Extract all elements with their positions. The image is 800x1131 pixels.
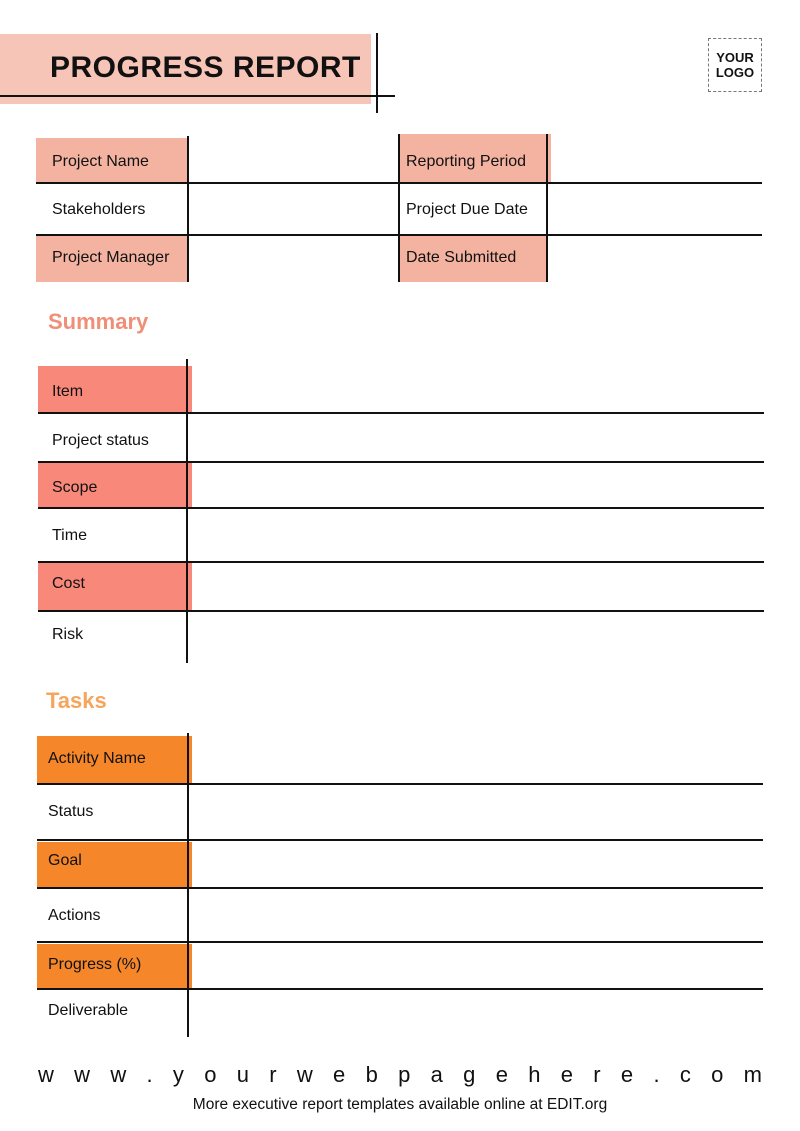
stakeholders-label: Stakeholders <box>52 201 146 218</box>
footer-url-char: w <box>110 1062 127 1087</box>
footer-url-char: g <box>463 1062 476 1087</box>
footer-url-char: r <box>593 1062 601 1087</box>
summary-row-cost: Cost <box>52 575 85 592</box>
summary-line-4 <box>38 561 764 563</box>
footer-url-char: w <box>296 1062 313 1087</box>
title-underline <box>0 95 395 97</box>
title-divider <box>376 33 378 113</box>
summary-line-3 <box>38 507 764 509</box>
tasks-heading: Tasks <box>46 688 107 713</box>
page-title: PROGRESS REPORT <box>50 51 361 84</box>
date-submitted-label: Date Submitted <box>406 249 517 266</box>
footer-website-url[interactable] <box>38 1062 762 1088</box>
info-left-divider <box>187 136 189 282</box>
footer-url-char: c <box>679 1062 691 1087</box>
tasks-row-actions: Actions <box>48 907 101 924</box>
footer-url-char: . <box>146 1062 153 1087</box>
footer-url-char: b <box>365 1062 378 1087</box>
summary-line-1 <box>38 412 764 414</box>
footer-url-char: w <box>38 1062 54 1087</box>
summary-row-scope: Scope <box>52 479 98 496</box>
summary-heading: Summary <box>48 309 149 334</box>
summary-line-5 <box>38 610 764 612</box>
summary-row-item: Item <box>52 383 84 400</box>
logo-text-line1: YOUR <box>716 50 754 65</box>
footer-url-char: p <box>398 1062 411 1087</box>
tasks-line-1 <box>37 783 763 785</box>
footer-note: More executive report templates available online at EDIT.org <box>192 1096 608 1113</box>
footer-url-char: e <box>620 1062 634 1087</box>
summary-row-risk: Risk <box>52 626 84 643</box>
footer-url-char: a <box>430 1062 443 1087</box>
footer-url-char: e <box>495 1062 508 1087</box>
summary-row-project-status: Project status <box>52 432 149 449</box>
info-row-line-2 <box>36 234 762 236</box>
footer-url-char: h <box>528 1062 541 1087</box>
info-right-start-divider <box>398 134 400 282</box>
tasks-line-2 <box>37 839 763 841</box>
footer-url-char: w <box>74 1062 91 1087</box>
tasks-row-status: Status <box>48 803 94 820</box>
footer-url-char: m <box>743 1062 762 1087</box>
footer-url-char: o <box>204 1062 217 1087</box>
tasks-line-3 <box>37 887 763 889</box>
tasks-row-goal: Goal <box>48 852 82 869</box>
project-manager-label: Project Manager <box>52 249 170 266</box>
summary-line-2 <box>38 461 764 463</box>
footer-url-char: e <box>333 1062 346 1087</box>
project-due-date-label: Project Due Date <box>406 201 528 218</box>
footer-url-char: y <box>172 1062 184 1087</box>
footer-url-char: . <box>653 1062 660 1087</box>
footer-url-char: u <box>236 1062 249 1087</box>
tasks-row-deliverable: Deliverable <box>48 1002 129 1019</box>
tasks-row-progress: Progress (%) <box>48 956 142 973</box>
reporting-period-label: Reporting Period <box>406 153 527 170</box>
logo-text-line2: LOGO <box>715 65 755 80</box>
summary-row-time: Time <box>52 527 87 544</box>
info-right-divider <box>546 134 548 282</box>
footer-url-char: e <box>560 1062 574 1087</box>
footer-url-char: o <box>711 1062 724 1087</box>
tasks-row-activity-name: Activity Name <box>48 750 146 767</box>
summary-divider <box>186 359 188 663</box>
tasks-divider <box>187 733 189 1037</box>
info-row-line-1 <box>36 182 762 184</box>
tasks-line-5 <box>37 988 763 990</box>
tasks-line-4 <box>37 941 763 943</box>
footer-url-char: r <box>269 1062 277 1087</box>
project-name-label: Project Name <box>52 153 149 170</box>
logo-placeholder <box>708 38 762 92</box>
